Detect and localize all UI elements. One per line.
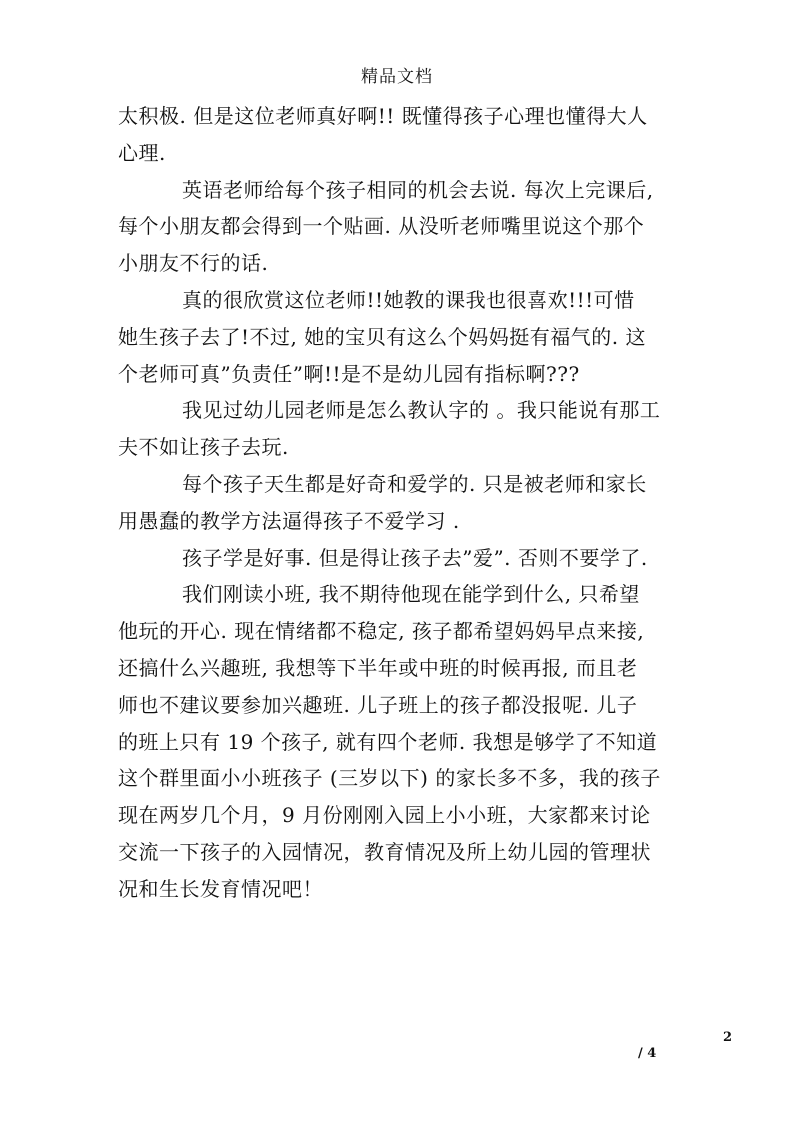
paragraph-start-line: 真的很欣赏这位老师!!她教的课我也很喜欢!!!可惜 <box>182 287 635 312</box>
text-line: 现在两岁几个月，9 月份刚刚入园上小小班，大家都来讨论 <box>118 803 651 828</box>
paragraph-start-line: 我见过幼儿园老师是怎么教认字的 。我只能说有那工 <box>182 398 661 423</box>
text-line: 况和生长发育情况吧！ <box>118 876 323 901</box>
text-line: 她生孩子去了!不过, 她的宝贝有这么个妈妈挺有福气的. 这 <box>118 324 646 349</box>
text-line: 太积极. 但是这位老师真好啊!! 既懂得孩子心理也懂得大人 <box>118 104 648 128</box>
text-line: 每个小朋友都会得到一个贴画. 从没听老师嘴里说这个那个 <box>118 214 645 239</box>
text-line: 还搞什么兴趣班, 我想等下半年或中班的时候再报, 而且老 <box>118 655 638 680</box>
paragraph-start-line: 每个孩子天生都是好奇和爱学的. 只是被老师和家长 <box>182 471 647 496</box>
text-line: 个老师可真”负责任”啊!!是不是幼儿园有指标啊??? <box>118 361 580 386</box>
text-line: 夫不如让孩子去玩. <box>118 435 289 460</box>
text-line: 的班上只有 19 个孩子, 就有四个老师. 我想是够学了不知道 <box>118 729 658 754</box>
document-body <box>118 98 688 908</box>
text-line: 这个群里面小小班孩子 (三岁以下) 的家长多不多，我的孩子 <box>118 766 661 791</box>
text-line: 师也不建议要参加兴趣班. 儿子班上的孩子都没报呢. 儿子 <box>118 692 638 717</box>
text-line: 小朋友不行的话. <box>118 251 269 276</box>
page-header-title: 精品文档 <box>361 67 433 87</box>
paragraph-start-line: 我们刚读小班, 我不期待他现在能学到什么, 只希望 <box>182 582 640 607</box>
text-line: 他玩的开心. 现在情绪都不稳定, 孩子都希望妈妈早点来接, <box>118 619 645 644</box>
text-line: 用愚蠢的教学方法逼得孩子不爱学习 . <box>118 508 460 533</box>
page-number: 2 <box>723 1030 733 1045</box>
paragraph-start-line: 英语老师给每个孩子相同的机会去说. 每次上完课后, <box>182 177 654 202</box>
paragraph-start-line: 孩子学是好事. 但是得让孩子去”爱”. 否则不要学了. <box>182 545 648 570</box>
text-line: 心理. <box>118 140 166 165</box>
text-line: 交流一下孩子的入园情况，教育情况及所上幼儿园的管理状 <box>118 839 651 864</box>
page-total: / 4 <box>638 1046 657 1061</box>
